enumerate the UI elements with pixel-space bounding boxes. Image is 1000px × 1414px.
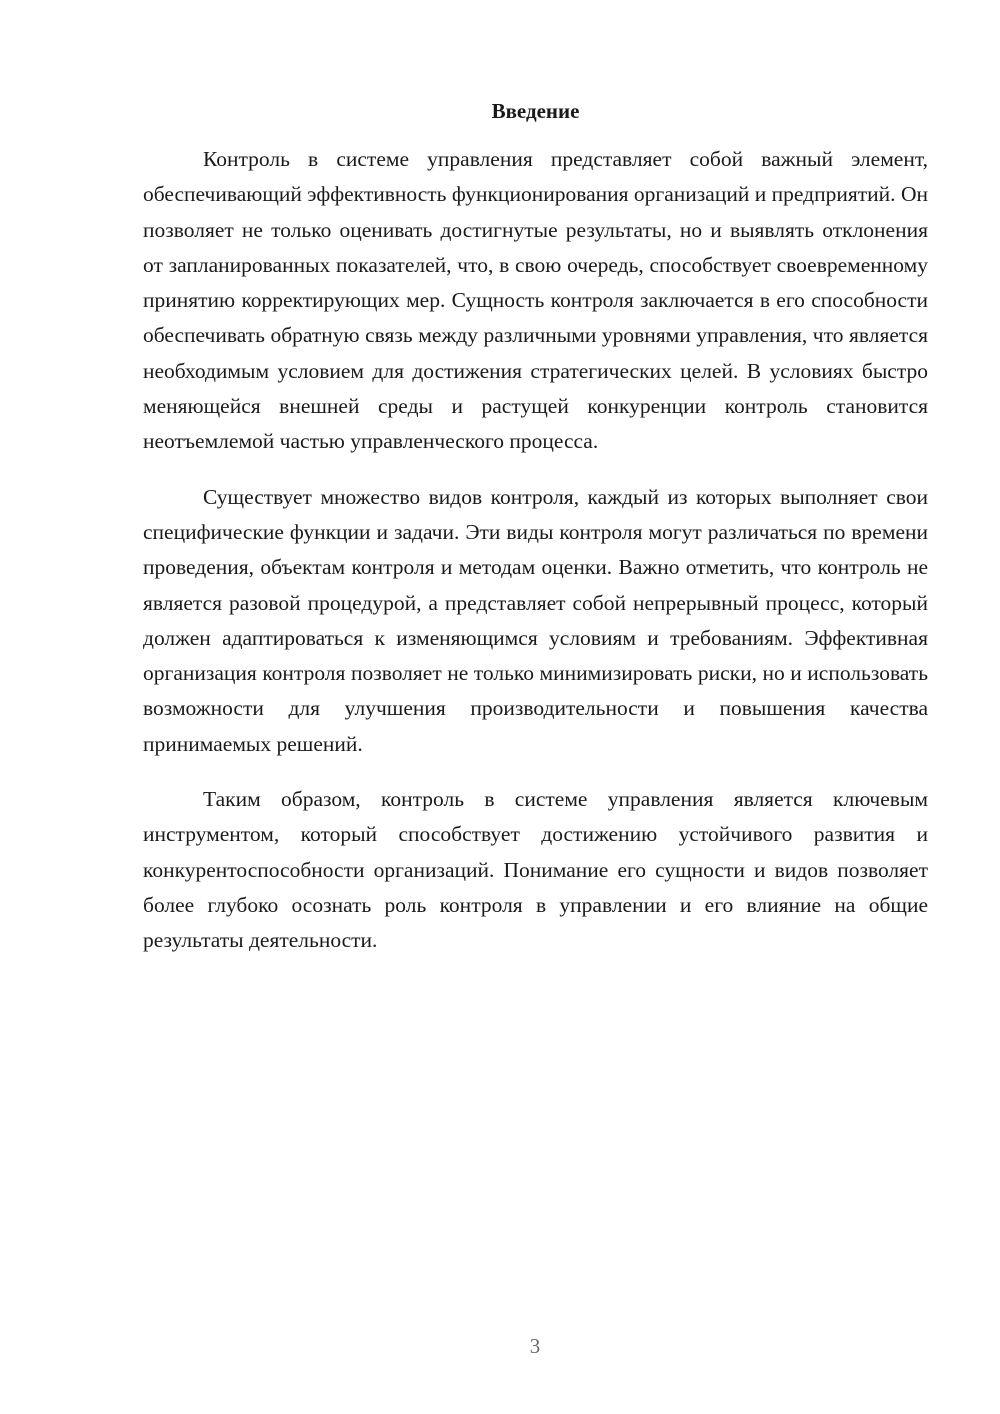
- paragraph-3: Таким образом, контроль в системе управления является ключевым инструментом, который способствует достижению устойчивого развития и конкурентоспособности организаций. Понимание его сущности и видов позволяет более глубоко осознать роль контроля в управлении и его влияние на общие результаты деятельности.: [143, 787, 928, 953]
- section-title: Введение: [491, 99, 580, 123]
- paragraph-1: Контроль в системе управления представляет собой важный элемент, обеспечивающий эффективность функционирования организаций и предприятий. Он позволяет не только оценивать достигнутые результаты, но и выявлять отклонения от запланированных показателей, что, в свою очередь, способствует своевременному принятию корректирующих мер. Сущность контроля заключается в его способности обеспечивать обратную связь между различными уровнями управления, что является необходимым условием для достижения стратегических целей. В условиях быстро меняющейся внешней среды и растущей конкуренции контроль становится неотъемлемой частью управленческого процесса.: [143, 147, 928, 454]
- page-number: 3: [529, 1334, 541, 1358]
- paragraph-2: Существует множество видов контроля, каждый из которых выполняет свои специфические функции и задачи. Эти виды контроля могут различаться по времени проведения, объектам контроля и методам оценки. Важно отметить, что контроль не является разовой процедурой, а представляет собой непрерывный процесс, который должен адаптироваться к изменяющимся условиям и требованиям. Эффективная организация контроля позволяет не только минимизировать риски, но и использовать возможности для улучшения производительности и повышения качества принимаемых решений.: [143, 484, 928, 756]
- document-body: [143, 142, 928, 959]
